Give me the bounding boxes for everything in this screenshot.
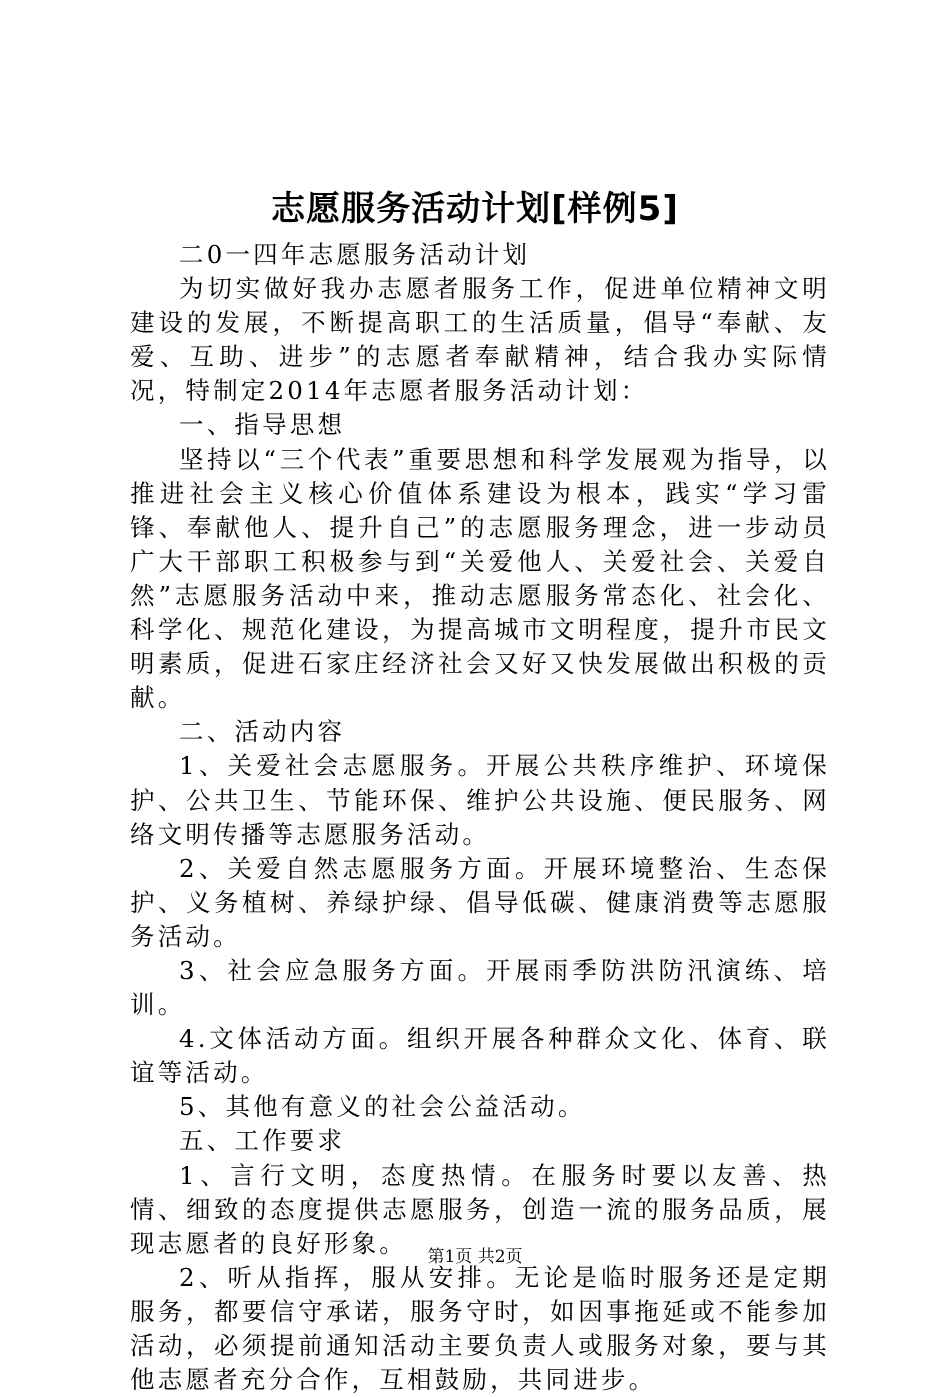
list-item-activity-4: 4.文体活动方面。组织开展各种群众文化、体育、联谊等活动。: [130, 1024, 830, 1088]
paragraph-subtitle: 二0一四年志愿服务活动计划: [179, 240, 531, 269]
list-item-activity-5: 5、其他有意义的社会公益活动。: [179, 1092, 586, 1122]
page-footer: 第1页 共2页: [427, 1247, 523, 1267]
document-body: [130, 238, 830, 1397]
list-item-activity-3: 3、社会应急服务方面。开展雨季防洪防汛演练、培训。: [130, 955, 830, 1020]
list-item-activity-2: 2、关爱自然志愿服务方面。开展环境整治、生态保护、义务植树、养绿护绿、倡导低碳、健康消费等志愿服务活动。: [130, 853, 830, 951]
section-heading-requirements: 五、工作要求: [179, 1126, 346, 1156]
list-item-activity-1: 1、关爱社会志愿服务。开展公共秩序维护、环境保护、公共卫生、节能环保、维护公共设施、便民服务、网络文明传播等志愿服务活动。: [130, 751, 830, 849]
paragraph-intro: 为切实做好我办志愿者服务工作，促进单位精神文明建设的发展，不断提高职工的生活质量，倡导“奉献、友爱、互助、进步”的志愿者奉献精神，结合我办实际情况，特制定2014年志愿者服务活动计划：: [130, 274, 830, 406]
paragraph-guiding-thought: 坚持以“三个代表”重要思想和科学发展观为指导，以推进社会主义核心价值体系建设为根本，践实“学习雷锋、奉献他人、提升自己”的志愿服务理念，进一步动员广大干部职工积极参与到“关爱他人、关爱社会、关爱自然”志愿服务活动中来，推动志愿服务常态化、社会化、科学化、规范化建设，为提高城市文明程度，提升市民文明素质，促进石家庄经济社会又好又快发展做出积极的贡献。: [130, 444, 830, 713]
document-title: 志愿服务活动计划[样例5]: [271, 189, 679, 229]
list-item-requirement-1: 1、言行文明，态度热情。在服务时要以友善、热情、细致的态度提供志愿服务，创造一流的服务品质，展现志愿者的良好形象。: [130, 1160, 830, 1258]
section-heading-guiding-thought: 一、指导思想: [179, 410, 346, 440]
list-item-requirement-2: 2、听从指挥，服从安排。无论是临时服务还是定期服务，都要信守承诺，服务守时，如因事拖延或不能参加活动，必须提前通知活动主要负责人或服务对象，要与其他志愿者充分合作，互相鼓励，共同进步。: [130, 1262, 830, 1395]
section-heading-activities: 二、活动内容: [179, 717, 346, 747]
